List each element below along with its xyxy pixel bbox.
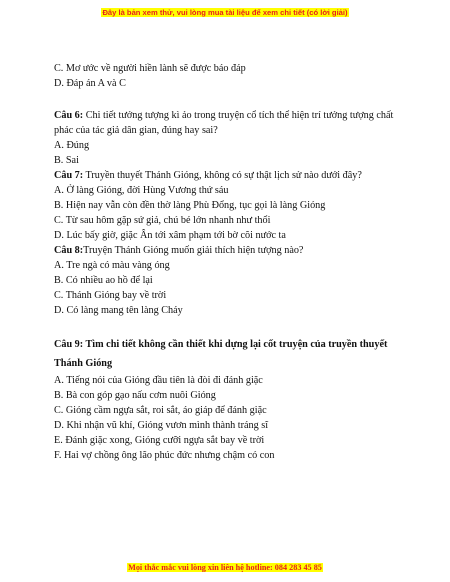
- answer-option: D. Đáp án A và C: [54, 78, 126, 89]
- answer-option: C. Thánh Gióng bay về trời: [54, 290, 167, 301]
- answer-option: C. Từ sau hôm gặp sứ giả, chú bé lớn nhanh như thổi: [54, 215, 271, 226]
- answer-option: D. Có làng mang tên làng Cháy: [54, 305, 183, 316]
- answer-option: D. Lúc bấy giờ, giặc Ân tới xâm phạm tới bờ cõi nước ta: [54, 230, 286, 241]
- question-label: Câu 8:: [54, 245, 84, 256]
- preview-notice-banner: [0, 8, 450, 17]
- question-6: [54, 108, 404, 138]
- question-label: Câu 6:: [54, 110, 84, 121]
- answer-option: F. Hai vợ chồng ông lão phúc đức nhưng chậm có con: [54, 450, 275, 461]
- answer-option: A. Đúng: [54, 140, 90, 151]
- answer-option: A. Tre ngà có màu vàng óng: [54, 260, 170, 271]
- answer-option: C. Gióng cầm ngựa sắt, roi sắt, áo giáp để đánh giặc: [54, 405, 267, 416]
- question-9: Câu 9: Tìm chi tiết không cần thiết khi dựng lại cốt truyện của truyền thuyết Thánh Gióng: [54, 339, 388, 369]
- question-text: Truyện Thánh Gióng muốn giải thích hiện tượng nào?: [83, 245, 304, 256]
- answer-option: A. Tiếng nói của Gióng đầu tiên là đòi đi đánh giặc: [54, 375, 263, 386]
- answer-option: B. Có nhiều ao hồ để lại: [54, 275, 153, 286]
- answer-option: B. Hiện nay vẫn còn đền thờ làng Phù Đổng, tục gọi là làng Gióng: [54, 200, 326, 211]
- answer-option: E. Đánh giặc xong, Gióng cưỡi ngựa sắt bay về trời: [54, 435, 265, 446]
- question-label: Câu 7:: [54, 170, 84, 181]
- hotline-text: Mọi thắc mắc vui lòng xin liên hệ hotline: 084 283 45 85: [128, 563, 322, 572]
- question-7: [54, 168, 404, 183]
- preview-notice-text: Đây là bản xem thử, vui lòng mua tài liệu để xem chi tiết (có lời giải): [102, 8, 348, 17]
- hotline-footer-banner: [0, 563, 450, 572]
- question-text: Truyền thuyết Thánh Gióng, không có sự thật lịch sử nào dưới đây?: [83, 170, 362, 181]
- answer-option: B. Bà con góp gạo nấu cơm nuôi Gióng: [54, 390, 216, 401]
- document-body: [54, 61, 404, 463]
- answer-option: D. Khi nhận vũ khí, Gióng vươn mình thành tráng sĩ: [54, 420, 269, 431]
- answer-option: A. Ở làng Gióng, đời Hùng Vương thứ sáu: [54, 185, 229, 196]
- question-8: [54, 243, 404, 258]
- question-text: Chi tiết tưởng tượng kì ảo trong truyện cổ tích thể hiện trí tưởng tượng chất phác của tác giả dân gian, đúng hay sai?: [54, 110, 394, 136]
- answer-option: B. Sai: [54, 155, 79, 166]
- answer-option: C. Mơ ước về người hiền lành sẽ được báo đáp: [54, 63, 246, 74]
